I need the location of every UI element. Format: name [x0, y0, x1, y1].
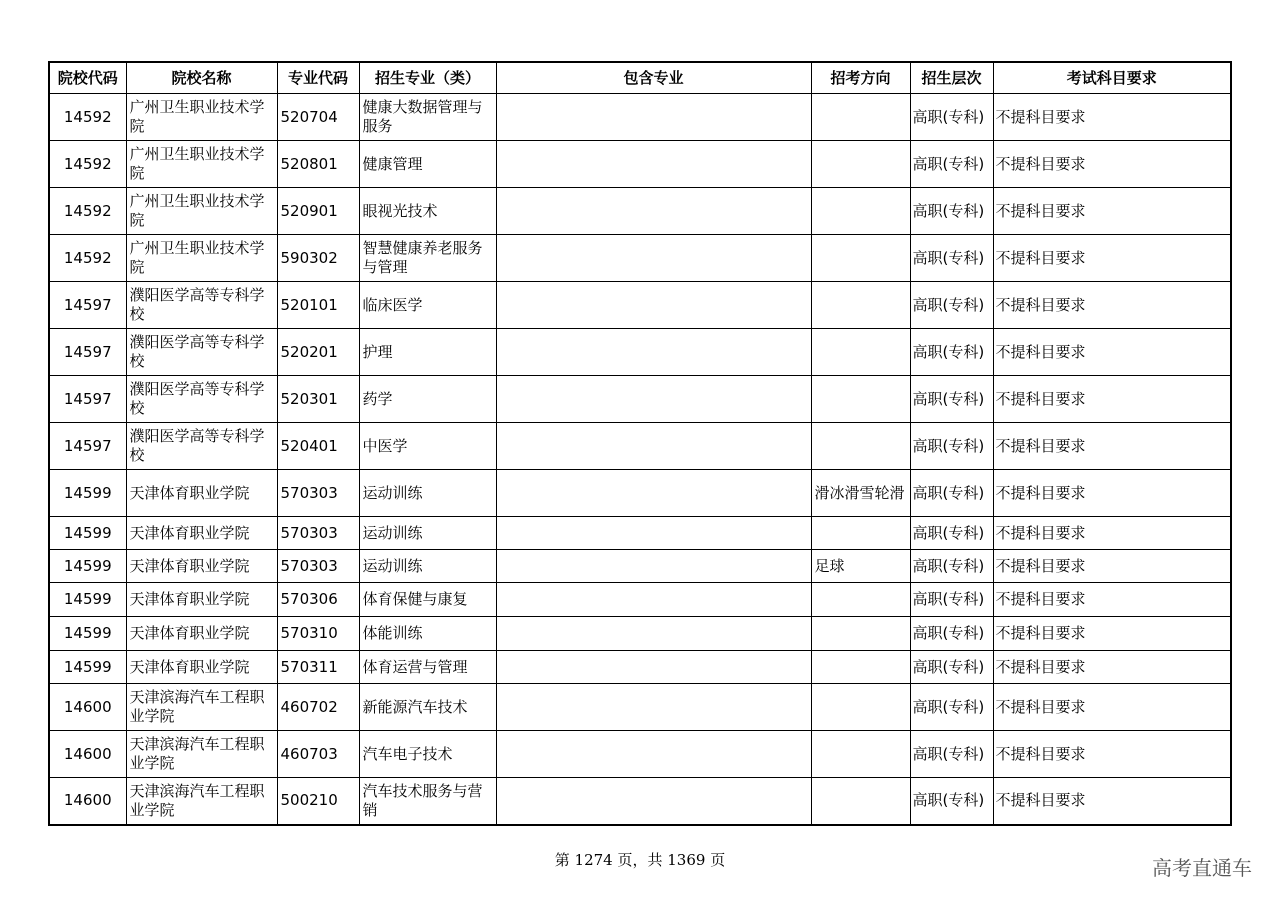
cell-major-code: 520801	[277, 141, 359, 188]
cell-school-code: 14599	[49, 651, 126, 684]
cell-direction	[811, 329, 910, 376]
cell-major: 汽车电子技术	[359, 731, 496, 778]
cell-included-majors	[496, 583, 811, 617]
cell-direction	[811, 141, 910, 188]
cell-school-name: 天津体育职业学院	[126, 517, 277, 550]
cell-included-majors	[496, 376, 811, 423]
cell-school-code: 14597	[49, 329, 126, 376]
cell-major: 运动训练	[359, 470, 496, 517]
cell-school-code: 14597	[49, 376, 126, 423]
header-direction: 招考方向	[811, 62, 910, 94]
cell-requirement: 不提科目要求	[993, 583, 1231, 617]
cell-included-majors	[496, 517, 811, 550]
cell-level: 高职(专科)	[910, 517, 993, 550]
cell-major: 运动训练	[359, 517, 496, 550]
cell-school-code: 14599	[49, 617, 126, 651]
cell-major: 健康大数据管理与服务	[359, 94, 496, 141]
cell-requirement: 不提科目要求	[993, 94, 1231, 141]
table-row	[49, 423, 1231, 470]
table-row	[49, 282, 1231, 329]
cell-major: 药学	[359, 376, 496, 423]
cell-school-code: 14599	[49, 550, 126, 583]
page-number: 第 1274 页，共 1369 页	[554, 851, 726, 869]
table-row	[49, 470, 1231, 517]
cell-requirement: 不提科目要求	[993, 141, 1231, 188]
cell-direction	[811, 423, 910, 470]
cell-school-code: 14597	[49, 423, 126, 470]
cell-direction	[811, 778, 910, 825]
cell-included-majors	[496, 329, 811, 376]
cell-requirement: 不提科目要求	[993, 423, 1231, 470]
cell-level: 高职(专科)	[910, 235, 993, 282]
cell-major: 健康管理	[359, 141, 496, 188]
cell-direction	[811, 684, 910, 731]
cell-school-name: 天津滨海汽车工程职业学院	[126, 684, 277, 731]
cell-school-code: 14600	[49, 778, 126, 825]
cell-requirement: 不提科目要求	[993, 651, 1231, 684]
cell-requirement: 不提科目要求	[993, 731, 1231, 778]
table-row	[49, 778, 1231, 825]
cell-major: 智慧健康养老服务与管理	[359, 235, 496, 282]
cell-school-code: 14600	[49, 684, 126, 731]
cell-direction	[811, 651, 910, 684]
cell-level: 高职(专科)	[910, 329, 993, 376]
cell-level: 高职(专科)	[910, 550, 993, 583]
cell-requirement: 不提科目要求	[993, 778, 1231, 825]
cell-requirement: 不提科目要求	[993, 329, 1231, 376]
cell-direction	[811, 188, 910, 235]
cell-included-majors	[496, 188, 811, 235]
cell-level: 高职(专科)	[910, 423, 993, 470]
cell-direction: 足球	[811, 550, 910, 583]
cell-major-code: 590302	[277, 235, 359, 282]
cell-major: 眼视光技术	[359, 188, 496, 235]
header-included-majors: 包含专业	[496, 62, 811, 94]
cell-requirement: 不提科目要求	[993, 282, 1231, 329]
cell-level: 高职(专科)	[910, 684, 993, 731]
cell-direction	[811, 94, 910, 141]
admission-table	[48, 61, 1232, 826]
cell-included-majors	[496, 651, 811, 684]
cell-major-code: 520101	[277, 282, 359, 329]
cell-major: 运动训练	[359, 550, 496, 583]
cell-level: 高职(专科)	[910, 651, 993, 684]
header-requirement: 考试科目要求	[993, 62, 1231, 94]
cell-direction	[811, 235, 910, 282]
table-row	[49, 651, 1231, 684]
header-school-name: 院校名称	[126, 62, 277, 94]
table-row	[49, 550, 1231, 583]
cell-requirement: 不提科目要求	[993, 617, 1231, 651]
cell-major-code: 570310	[277, 617, 359, 651]
cell-major: 汽车技术服务与营销	[359, 778, 496, 825]
cell-school-name: 濮阳医学高等专科学校	[126, 329, 277, 376]
cell-direction	[811, 583, 910, 617]
cell-school-code: 14597	[49, 282, 126, 329]
cell-direction	[811, 617, 910, 651]
cell-major: 护理	[359, 329, 496, 376]
cell-direction: 滑冰滑雪轮滑	[811, 470, 910, 517]
cell-included-majors	[496, 550, 811, 583]
cell-major-code: 500210	[277, 778, 359, 825]
cell-level: 高职(专科)	[910, 141, 993, 188]
cell-school-code: 14600	[49, 731, 126, 778]
cell-school-name: 天津体育职业学院	[126, 617, 277, 651]
cell-school-code: 14599	[49, 517, 126, 550]
cell-included-majors	[496, 731, 811, 778]
cell-school-name: 天津体育职业学院	[126, 583, 277, 617]
cell-major-code: 570303	[277, 517, 359, 550]
table-row	[49, 684, 1231, 731]
table-row	[49, 188, 1231, 235]
cell-school-code: 14592	[49, 94, 126, 141]
cell-major-code: 520301	[277, 376, 359, 423]
cell-direction	[811, 282, 910, 329]
cell-included-majors	[496, 423, 811, 470]
cell-direction	[811, 517, 910, 550]
cell-included-majors	[496, 684, 811, 731]
header-major-code: 专业代码	[277, 62, 359, 94]
cell-major-code: 570303	[277, 550, 359, 583]
cell-level: 高职(专科)	[910, 282, 993, 329]
cell-school-name: 广州卫生职业技术学院	[126, 94, 277, 141]
table-row	[49, 94, 1231, 141]
cell-direction	[811, 376, 910, 423]
cell-school-name: 天津滨海汽车工程职业学院	[126, 778, 277, 825]
cell-school-code: 14592	[49, 188, 126, 235]
cell-level: 高职(专科)	[910, 617, 993, 651]
cell-requirement: 不提科目要求	[993, 684, 1231, 731]
cell-requirement: 不提科目要求	[993, 470, 1231, 517]
cell-major-code: 570303	[277, 470, 359, 517]
cell-requirement: 不提科目要求	[993, 550, 1231, 583]
cell-school-name: 天津滨海汽车工程职业学院	[126, 731, 277, 778]
header-row	[49, 62, 1231, 94]
cell-school-code: 14592	[49, 141, 126, 188]
cell-direction	[811, 731, 910, 778]
cell-school-name: 广州卫生职业技术学院	[126, 141, 277, 188]
cell-level: 高职(专科)	[910, 376, 993, 423]
cell-major-code: 520401	[277, 423, 359, 470]
cell-included-majors	[496, 235, 811, 282]
table-row	[49, 517, 1231, 550]
table-row	[49, 617, 1231, 651]
cell-major-code: 570306	[277, 583, 359, 617]
cell-requirement: 不提科目要求	[993, 517, 1231, 550]
cell-requirement: 不提科目要求	[993, 188, 1231, 235]
cell-major: 体育保健与康复	[359, 583, 496, 617]
cell-school-name: 濮阳医学高等专科学校	[126, 282, 277, 329]
cell-major-code: 460702	[277, 684, 359, 731]
cell-major: 新能源汽车技术	[359, 684, 496, 731]
cell-major-code: 460703	[277, 731, 359, 778]
cell-requirement: 不提科目要求	[993, 376, 1231, 423]
cell-school-code: 14592	[49, 235, 126, 282]
header-major: 招生专业（类）	[359, 62, 496, 94]
table-row	[49, 235, 1231, 282]
header-school-code: 院校代码	[49, 62, 126, 94]
cell-included-majors	[496, 470, 811, 517]
header-level: 招生层次	[910, 62, 993, 94]
cell-major: 临床医学	[359, 282, 496, 329]
cell-school-name: 广州卫生职业技术学院	[126, 188, 277, 235]
cell-included-majors	[496, 141, 811, 188]
cell-included-majors	[496, 617, 811, 651]
cell-major: 体育运营与管理	[359, 651, 496, 684]
cell-school-code: 14599	[49, 583, 126, 617]
table-row	[49, 376, 1231, 423]
cell-level: 高职(专科)	[910, 94, 993, 141]
cell-school-name: 天津体育职业学院	[126, 470, 277, 517]
watermark: 高考直通车	[1152, 856, 1252, 880]
cell-major: 体能训练	[359, 617, 496, 651]
cell-level: 高职(专科)	[910, 188, 993, 235]
cell-level: 高职(专科)	[910, 731, 993, 778]
cell-major: 中医学	[359, 423, 496, 470]
cell-included-majors	[496, 282, 811, 329]
table-body	[49, 94, 1231, 825]
cell-included-majors	[496, 94, 811, 141]
cell-major-code: 520704	[277, 94, 359, 141]
cell-level: 高职(专科)	[910, 583, 993, 617]
cell-school-name: 天津体育职业学院	[126, 651, 277, 684]
cell-level: 高职(专科)	[910, 470, 993, 517]
cell-school-code: 14599	[49, 470, 126, 517]
cell-level: 高职(专科)	[910, 778, 993, 825]
cell-major-code: 570311	[277, 651, 359, 684]
cell-school-name: 濮阳医学高等专科学校	[126, 376, 277, 423]
cell-included-majors	[496, 778, 811, 825]
table-row	[49, 583, 1231, 617]
cell-major-code: 520901	[277, 188, 359, 235]
cell-school-name: 濮阳医学高等专科学校	[126, 423, 277, 470]
cell-major-code: 520201	[277, 329, 359, 376]
cell-requirement: 不提科目要求	[993, 235, 1231, 282]
cell-school-name: 天津体育职业学院	[126, 550, 277, 583]
table-row	[49, 141, 1231, 188]
cell-school-name: 广州卫生职业技术学院	[126, 235, 277, 282]
table-row	[49, 731, 1231, 778]
table-row	[49, 329, 1231, 376]
